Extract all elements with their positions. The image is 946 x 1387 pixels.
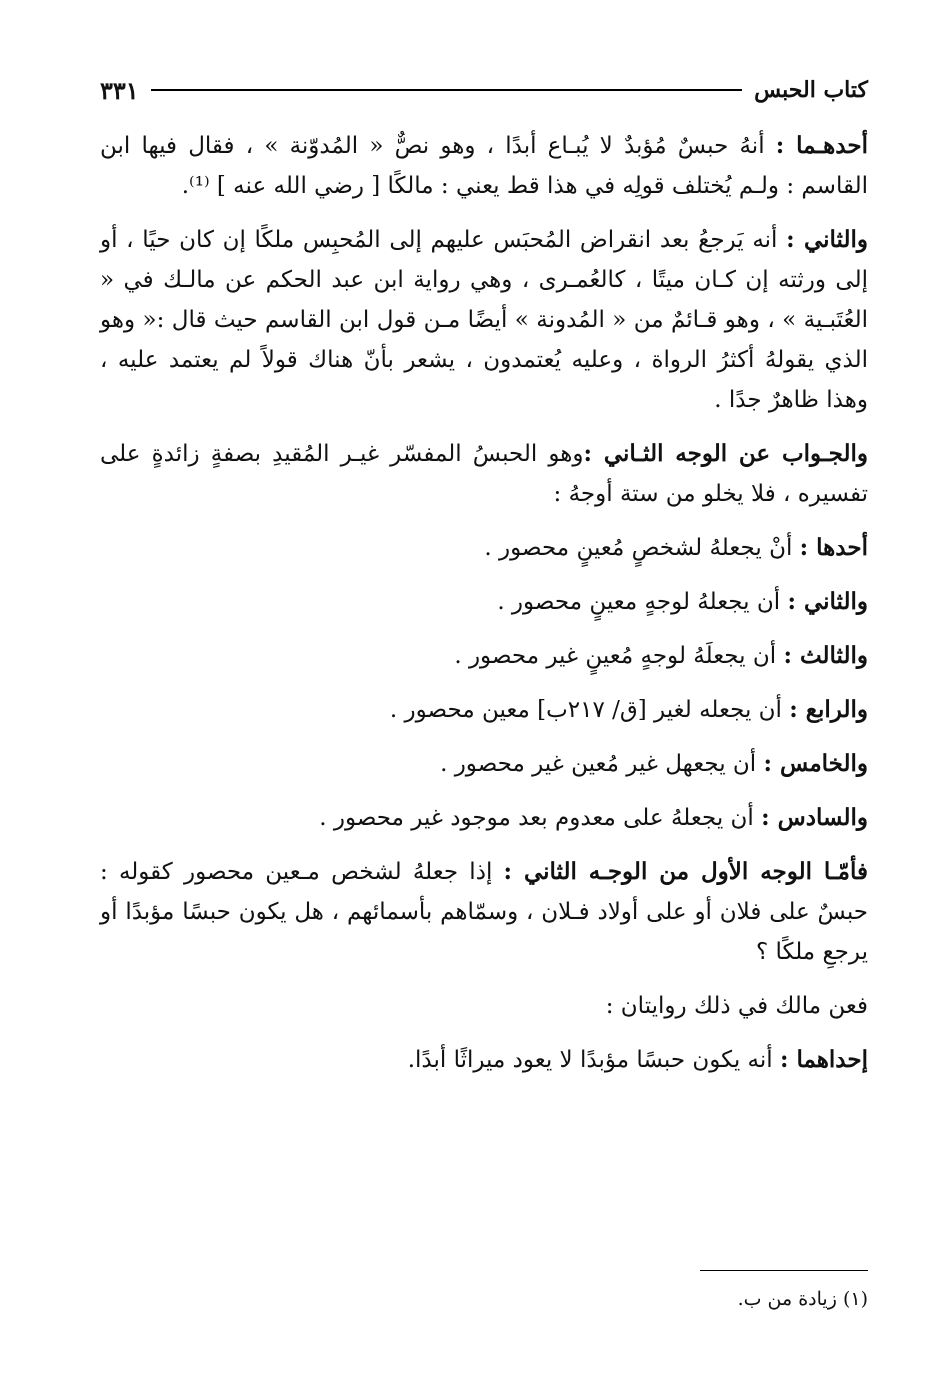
item-text: أن يجعلَهُ لوجهٍ مُعينٍ غير محصور . — [454, 643, 784, 669]
paragraph-lead: فأمّـا الوجه الأول من الوجـه الثاني : — [503, 858, 868, 885]
item-lead: والسادس : — [761, 804, 868, 831]
list-item — [100, 798, 868, 838]
footnote-marker: (١) — [842, 1288, 868, 1310]
footnote — [738, 1288, 868, 1310]
footnote-text: زيادة من ب. — [737, 1288, 837, 1310]
item-lead: والثالث : — [783, 642, 868, 669]
book-title: كتاب الحبس — [754, 77, 868, 103]
item-text: أن يجعلهُ لوجهٍ معينٍ محصور . — [497, 589, 788, 615]
paragraph-second-view — [100, 220, 868, 420]
list-item — [100, 986, 868, 1026]
paragraph-answer — [100, 434, 868, 514]
list-item — [100, 528, 868, 568]
header-rule — [151, 89, 742, 91]
running-header — [100, 70, 868, 110]
paragraph-text: إذا جعلهُ لشخص مـعين محصور كقوله : حبسٌ على فلان أو على أولاد فـلان ، وسمّاهم بأسمائهم ، هل يكون حبسًا مؤبدًا أو يرجعِ ملكًا ؟ — [100, 859, 868, 965]
item-text: أن يجعله لغير [ق/ ٢١٧ب] معين محصور . — [389, 697, 790, 723]
item-text: أن يجعهل غير مُعين غير محصور . — [440, 751, 764, 777]
paragraph-text: أنهُ حبسٌ مُؤبدٌ لا يُبـاع أبدًا ، وهو نصٌّ « المُدوّنة » ، فقال فيها ابن القاسم : ولـم يُختلف قولِه في هذا قط يعني : مالكًا [ رضي الله عنه ] ⁽¹⁾. — [100, 133, 868, 199]
list-item — [100, 582, 868, 622]
paragraph-text: وهو الحبسُ المفسّر غيـر المُقيدِ بصفةٍ زائدةٍ على تفسيره ، فلا يخلو من ستة أوجهُ : — [100, 441, 868, 507]
item-lead: والرابع : — [789, 696, 868, 723]
item-text: أنْ يجعلهُ لشخصٍ مُعينٍ محصور . — [484, 535, 800, 561]
list-item — [100, 636, 868, 676]
paragraph-first-case-discussion — [100, 852, 868, 972]
paragraph-lead: والجـواب عن الوجه الثـاني : — [583, 440, 868, 467]
item-text: فعن مالك في ذلك روايتان : — [605, 993, 868, 1019]
list-item — [100, 1040, 868, 1080]
list-item — [100, 744, 868, 784]
page-body — [100, 126, 868, 1094]
list-item — [100, 690, 868, 730]
item-text: أن يجعلهُ على معدوم بعد موجود غير محصور . — [319, 805, 762, 831]
item-lead: أحدها : — [799, 534, 868, 561]
item-lead: والثاني : — [787, 588, 868, 615]
paragraph-lead: أحدهـما : — [775, 132, 868, 159]
paragraph-lead: والثاني : — [786, 226, 868, 253]
paragraph-first-view — [100, 126, 868, 206]
footnote-rule — [700, 1270, 868, 1271]
page-number: ٣٣١ — [100, 75, 139, 105]
item-lead: والخامس : — [763, 750, 868, 777]
paragraph-text: أنه يَرجعُ بعد انقراض المُحبَس عليهم إلى المُحبِس ملكًا إن كان حيًا ، أو إلى ورثته إن كـان ميتًا ، كالعُمـرى ، وهي رواية ابن عبد الحكم عن مالـك في « العُتَبـية » ، وهو قـائمٌ من « المُدونة » أيضًا مـن قول ابن القاسم حيث قال :« وهو الذي يقولهُ أكثرُ الرواة ، وعليه يُعتمدون ، يشعر بأنّ هناك قولاً لم يعتمد عليه ، وهذا ظاهرٌ جدًا . — [100, 227, 868, 413]
item-lead: إحداهما : — [779, 1046, 868, 1073]
item-text: أنه يكون حبسًا مؤبدًا لا يعود ميراثًا أبدًا. — [407, 1047, 780, 1073]
